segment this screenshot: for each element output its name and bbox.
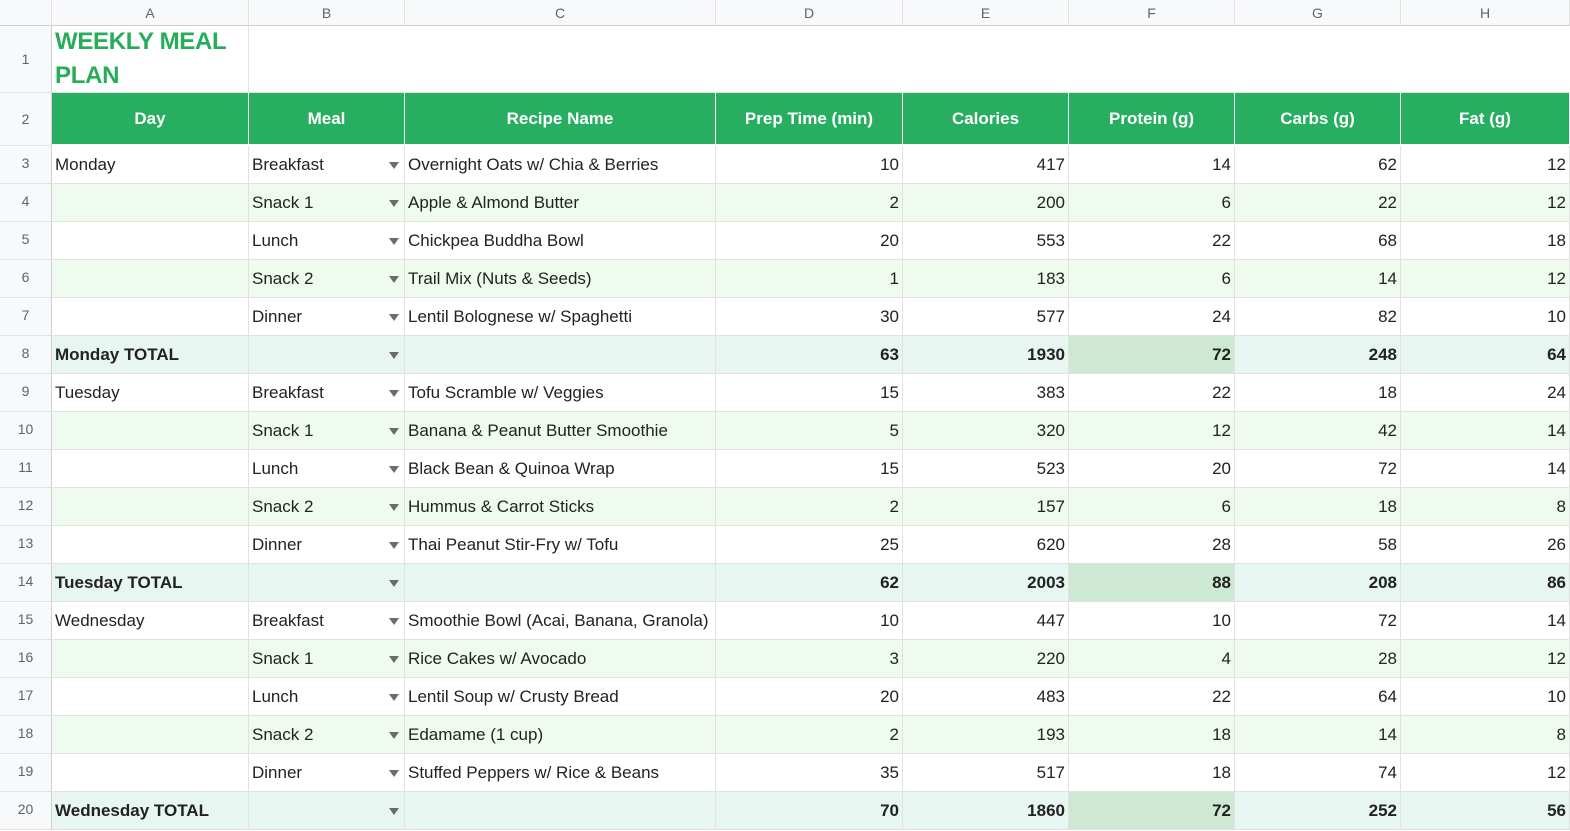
dropdown-arrow-icon[interactable] [389, 770, 399, 777]
row-number[interactable]: 6 [0, 260, 52, 298]
meal-value: Lunch [252, 686, 299, 706]
meal-cell[interactable] [249, 184, 405, 222]
total-row [0, 792, 1570, 830]
dropdown-arrow-icon[interactable] [389, 238, 399, 245]
day-cell[interactable]: Wednesday TOTAL [52, 792, 249, 830]
calories-cell[interactable]: 417 [903, 146, 1069, 184]
table-row [0, 222, 1570, 260]
carbs-cell[interactable]: 72 [1235, 450, 1401, 488]
protein-cell[interactable]: 22 [1069, 222, 1235, 260]
protein-cell[interactable]: 6 [1069, 260, 1235, 298]
meal-cell[interactable] [249, 450, 405, 488]
prep-time-cell[interactable]: 70 [716, 792, 903, 830]
fat-cell[interactable]: 14 [1401, 602, 1570, 640]
meal-cell[interactable] [249, 564, 405, 602]
calories-cell[interactable]: 320 [903, 412, 1069, 450]
carbs-cell[interactable]: 42 [1235, 412, 1401, 450]
protein-cell[interactable]: 12 [1069, 412, 1235, 450]
recipe-cell[interactable]: Hummus & Carrot Sticks [405, 488, 716, 526]
row-number[interactable]: 15 [0, 602, 52, 640]
meal-cell[interactable] [249, 336, 405, 374]
meal-cell[interactable] [249, 260, 405, 298]
meal-value: Dinner [252, 762, 303, 782]
meal-value: Dinner [252, 306, 303, 326]
day-cell[interactable]: Wednesday [52, 602, 249, 640]
meal-cell[interactable] [249, 374, 405, 412]
carbs-cell[interactable]: 208 [1235, 564, 1401, 602]
row-number[interactable]: 17 [0, 678, 52, 716]
recipe-cell[interactable] [405, 336, 716, 374]
fat-cell[interactable]: 64 [1401, 336, 1570, 374]
header-protein[interactable]: Protein (g) [1069, 93, 1235, 146]
column-header-c[interactable]: C [405, 0, 716, 26]
meal-value: Breakfast [252, 610, 324, 630]
protein-cell[interactable]: 18 [1069, 754, 1235, 792]
carbs-cell[interactable]: 28 [1235, 640, 1401, 678]
recipe-cell[interactable]: Overnight Oats w/ Chia & Berries [405, 146, 716, 184]
protein-cell[interactable]: 28 [1069, 526, 1235, 564]
calories-cell[interactable]: 383 [903, 374, 1069, 412]
fat-cell[interactable]: 12 [1401, 260, 1570, 298]
dropdown-arrow-icon[interactable] [389, 428, 399, 435]
title-row [0, 26, 1570, 93]
carbs-cell[interactable]: 252 [1235, 792, 1401, 830]
row-number[interactable]: 10 [0, 412, 52, 450]
sheet-title[interactable]: WEEKLY MEAL PLAN [52, 26, 249, 93]
dropdown-arrow-icon[interactable] [389, 694, 399, 701]
table-row [0, 184, 1570, 222]
row-number[interactable]: 9 [0, 374, 52, 412]
recipe-cell[interactable] [405, 792, 716, 830]
prep-time-cell[interactable]: 63 [716, 336, 903, 374]
prep-time-cell[interactable]: 20 [716, 222, 903, 260]
carbs-cell[interactable]: 248 [1235, 336, 1401, 374]
protein-cell[interactable]: 72 [1069, 336, 1235, 374]
table-row [0, 260, 1570, 298]
fat-cell[interactable]: 10 [1401, 678, 1570, 716]
column-header-f[interactable]: F [1069, 0, 1235, 26]
recipe-cell[interactable]: Smoothie Bowl (Acai, Banana, Granola) [405, 602, 716, 640]
protein-cell[interactable]: 72 [1069, 792, 1235, 830]
fat-cell[interactable]: 8 [1401, 716, 1570, 754]
prep-time-cell[interactable]: 2 [716, 716, 903, 754]
table-row [0, 678, 1570, 716]
prep-time-cell[interactable]: 3 [716, 640, 903, 678]
select-all-corner[interactable] [0, 0, 52, 26]
meal-cell[interactable] [249, 488, 405, 526]
recipe-cell[interactable]: Edamame (1 cup) [405, 716, 716, 754]
protein-cell[interactable]: 6 [1069, 184, 1235, 222]
dropdown-arrow-icon[interactable] [389, 162, 399, 169]
recipe-cell[interactable]: Banana & Peanut Butter Smoothie [405, 412, 716, 450]
day-cell[interactable] [52, 222, 249, 260]
meal-value: Snack 1 [252, 648, 314, 668]
header-fat[interactable]: Fat (g) [1401, 93, 1570, 146]
recipe-cell[interactable]: Black Bean & Quinoa Wrap [405, 450, 716, 488]
meal-cell[interactable] [249, 412, 405, 450]
dropdown-arrow-icon[interactable] [389, 314, 399, 321]
dropdown-arrow-icon[interactable] [389, 504, 399, 511]
protein-cell[interactable]: 22 [1069, 678, 1235, 716]
calories-cell[interactable]: 523 [903, 450, 1069, 488]
calories-cell[interactable]: 620 [903, 526, 1069, 564]
calories-cell[interactable]: 200 [903, 184, 1069, 222]
fat-cell[interactable]: 8 [1401, 488, 1570, 526]
meal-value: Dinner [252, 534, 303, 554]
carbs-cell[interactable]: 62 [1235, 146, 1401, 184]
fat-cell[interactable]: 26 [1401, 526, 1570, 564]
table-row [0, 374, 1570, 412]
meal-value: Snack 1 [252, 420, 314, 440]
day-cell[interactable] [52, 412, 249, 450]
prep-time-cell[interactable]: 15 [716, 450, 903, 488]
recipe-cell[interactable]: Lentil Soup w/ Crusty Bread [405, 678, 716, 716]
day-cell[interactable]: Monday TOTAL [52, 336, 249, 374]
protein-cell[interactable]: 10 [1069, 602, 1235, 640]
calories-cell[interactable]: 193 [903, 716, 1069, 754]
recipe-cell[interactable]: Trail Mix (Nuts & Seeds) [405, 260, 716, 298]
carbs-cell[interactable]: 64 [1235, 678, 1401, 716]
recipe-cell[interactable]: Rice Cakes w/ Avocado [405, 640, 716, 678]
prep-time-cell[interactable]: 20 [716, 678, 903, 716]
fat-cell[interactable]: 10 [1401, 298, 1570, 336]
carbs-cell[interactable]: 74 [1235, 754, 1401, 792]
header-recipe-name[interactable]: Recipe Name [405, 93, 716, 146]
table-row [0, 412, 1570, 450]
dropdown-arrow-icon[interactable] [389, 390, 399, 397]
day-cell[interactable] [52, 640, 249, 678]
table-row [0, 754, 1570, 792]
meal-cell[interactable] [249, 298, 405, 336]
column-header-g[interactable]: G [1235, 0, 1401, 26]
dropdown-arrow-icon[interactable] [389, 580, 399, 587]
row-number[interactable]: 20 [0, 792, 52, 830]
row-number[interactable]: 13 [0, 526, 52, 564]
meal-cell[interactable] [249, 716, 405, 754]
dropdown-arrow-icon[interactable] [389, 618, 399, 625]
recipe-cell[interactable]: Stuffed Peppers w/ Rice & Beans [405, 754, 716, 792]
carbs-cell[interactable]: 58 [1235, 526, 1401, 564]
protein-cell[interactable]: 20 [1069, 450, 1235, 488]
header-meal[interactable]: Meal [249, 93, 405, 146]
day-cell[interactable] [52, 298, 249, 336]
dropdown-arrow-icon[interactable] [389, 352, 399, 359]
row-number[interactable]: 16 [0, 640, 52, 678]
prep-time-cell[interactable]: 25 [716, 526, 903, 564]
day-cell[interactable] [52, 678, 249, 716]
day-cell[interactable] [52, 450, 249, 488]
carbs-cell[interactable]: 18 [1235, 374, 1401, 412]
meal-cell[interactable] [249, 602, 405, 640]
table-row [0, 298, 1570, 336]
calories-cell[interactable]: 483 [903, 678, 1069, 716]
carbs-cell[interactable]: 82 [1235, 298, 1401, 336]
row-number[interactable]: 1 [0, 26, 52, 93]
carbs-cell[interactable]: 14 [1235, 260, 1401, 298]
header-carbs[interactable]: Carbs (g) [1235, 93, 1401, 146]
calories-cell[interactable]: 183 [903, 260, 1069, 298]
meal-value: Lunch [252, 230, 299, 250]
recipe-cell[interactable]: Thai Peanut Stir-Fry w/ Tofu [405, 526, 716, 564]
meal-value: Snack 2 [252, 268, 314, 288]
recipe-cell[interactable] [405, 564, 716, 602]
calories-cell[interactable]: 1930 [903, 336, 1069, 374]
prep-time-cell[interactable]: 10 [716, 602, 903, 640]
protein-cell[interactable]: 6 [1069, 488, 1235, 526]
meal-cell[interactable] [249, 146, 405, 184]
fat-cell[interactable]: 12 [1401, 754, 1570, 792]
day-cell[interactable] [52, 716, 249, 754]
carbs-cell[interactable]: 68 [1235, 222, 1401, 260]
table-row [0, 716, 1570, 754]
dropdown-arrow-icon[interactable] [389, 276, 399, 283]
column-header-a[interactable]: A [52, 0, 249, 26]
table-row [0, 450, 1570, 488]
calories-cell[interactable]: 447 [903, 602, 1069, 640]
calories-cell[interactable]: 157 [903, 488, 1069, 526]
prep-time-cell[interactable]: 30 [716, 298, 903, 336]
recipe-cell[interactable]: Lentil Bolognese w/ Spaghetti [405, 298, 716, 336]
header-prep-time[interactable]: Prep Time (min) [716, 93, 903, 146]
column-header-row [0, 0, 1570, 26]
row-number[interactable]: 8 [0, 336, 52, 374]
day-cell[interactable] [52, 260, 249, 298]
empty-cell[interactable] [249, 26, 1570, 93]
fat-cell[interactable]: 24 [1401, 374, 1570, 412]
meal-cell[interactable] [249, 526, 405, 564]
meal-value: Lunch [252, 458, 299, 478]
prep-time-cell[interactable]: 1 [716, 260, 903, 298]
fat-cell[interactable]: 14 [1401, 412, 1570, 450]
fat-cell[interactable]: 14 [1401, 450, 1570, 488]
meal-cell[interactable] [249, 222, 405, 260]
row-number[interactable]: 12 [0, 488, 52, 526]
table-header-row [0, 93, 1570, 146]
prep-time-cell[interactable]: 15 [716, 374, 903, 412]
protein-cell[interactable]: 24 [1069, 298, 1235, 336]
total-row [0, 336, 1570, 374]
row-number[interactable]: 14 [0, 564, 52, 602]
fat-cell[interactable]: 12 [1401, 184, 1570, 222]
table-row [0, 526, 1570, 564]
meal-value: Breakfast [252, 154, 324, 174]
recipe-cell[interactable]: Apple & Almond Butter [405, 184, 716, 222]
fat-cell[interactable]: 56 [1401, 792, 1570, 830]
day-cell[interactable] [52, 184, 249, 222]
row-number[interactable]: 11 [0, 450, 52, 488]
total-row [0, 564, 1570, 602]
dropdown-arrow-icon[interactable] [389, 466, 399, 473]
day-cell[interactable]: Monday [52, 146, 249, 184]
day-cell[interactable] [52, 754, 249, 792]
carbs-cell[interactable]: 22 [1235, 184, 1401, 222]
recipe-cell[interactable]: Chickpea Buddha Bowl [405, 222, 716, 260]
header-day[interactable]: Day [52, 93, 249, 146]
table-row [0, 640, 1570, 678]
table-row [0, 146, 1570, 184]
calories-cell[interactable]: 1860 [903, 792, 1069, 830]
calories-cell[interactable]: 553 [903, 222, 1069, 260]
dropdown-arrow-icon[interactable] [389, 656, 399, 663]
day-cell[interactable] [52, 488, 249, 526]
column-header-e[interactable]: E [903, 0, 1069, 26]
meal-cell[interactable] [249, 754, 405, 792]
dropdown-arrow-icon[interactable] [389, 808, 399, 815]
protein-cell[interactable]: 4 [1069, 640, 1235, 678]
carbs-cell[interactable]: 14 [1235, 716, 1401, 754]
column-header-b[interactable]: B [249, 0, 405, 26]
protein-cell[interactable]: 14 [1069, 146, 1235, 184]
calories-cell[interactable]: 577 [903, 298, 1069, 336]
prep-time-cell[interactable]: 62 [716, 564, 903, 602]
table-row [0, 602, 1570, 640]
meal-cell[interactable] [249, 678, 405, 716]
meal-value: Snack 2 [252, 496, 314, 516]
table-row [0, 488, 1570, 526]
calories-cell[interactable]: 517 [903, 754, 1069, 792]
protein-cell[interactable]: 22 [1069, 374, 1235, 412]
row-number[interactable]: 5 [0, 222, 52, 260]
fat-cell[interactable]: 12 [1401, 146, 1570, 184]
meal-cell[interactable] [249, 640, 405, 678]
day-cell[interactable] [52, 526, 249, 564]
dropdown-arrow-icon[interactable] [389, 200, 399, 207]
protein-cell[interactable]: 88 [1069, 564, 1235, 602]
row-number[interactable]: 19 [0, 754, 52, 792]
meal-value: Snack 2 [252, 724, 314, 744]
row-number[interactable]: 3 [0, 146, 52, 184]
meal-value: Breakfast [252, 382, 324, 402]
protein-cell[interactable]: 18 [1069, 716, 1235, 754]
day-cell[interactable]: Tuesday TOTAL [52, 564, 249, 602]
carbs-cell[interactable]: 18 [1235, 488, 1401, 526]
recipe-cell[interactable]: Tofu Scramble w/ Veggies [405, 374, 716, 412]
meal-cell[interactable] [249, 792, 405, 830]
day-cell[interactable]: Tuesday [52, 374, 249, 412]
fat-cell[interactable]: 12 [1401, 640, 1570, 678]
prep-time-cell[interactable]: 2 [716, 488, 903, 526]
dropdown-arrow-icon[interactable] [389, 542, 399, 549]
fat-cell[interactable]: 18 [1401, 222, 1570, 260]
calories-cell[interactable]: 220 [903, 640, 1069, 678]
column-header-h[interactable]: H [1401, 0, 1570, 26]
prep-time-cell[interactable]: 2 [716, 184, 903, 222]
prep-time-cell[interactable]: 10 [716, 146, 903, 184]
column-header-d[interactable]: D [716, 0, 903, 26]
row-number[interactable]: 4 [0, 184, 52, 222]
dropdown-arrow-icon[interactable] [389, 732, 399, 739]
calories-cell[interactable]: 2003 [903, 564, 1069, 602]
carbs-cell[interactable]: 72 [1235, 602, 1401, 640]
prep-time-cell[interactable]: 35 [716, 754, 903, 792]
row-number[interactable]: 18 [0, 716, 52, 754]
fat-cell[interactable]: 86 [1401, 564, 1570, 602]
row-number[interactable]: 2 [0, 93, 52, 146]
header-calories[interactable]: Calories [903, 93, 1069, 146]
meal-value: Snack 1 [252, 192, 314, 212]
row-number[interactable]: 7 [0, 298, 52, 336]
prep-time-cell[interactable]: 5 [716, 412, 903, 450]
